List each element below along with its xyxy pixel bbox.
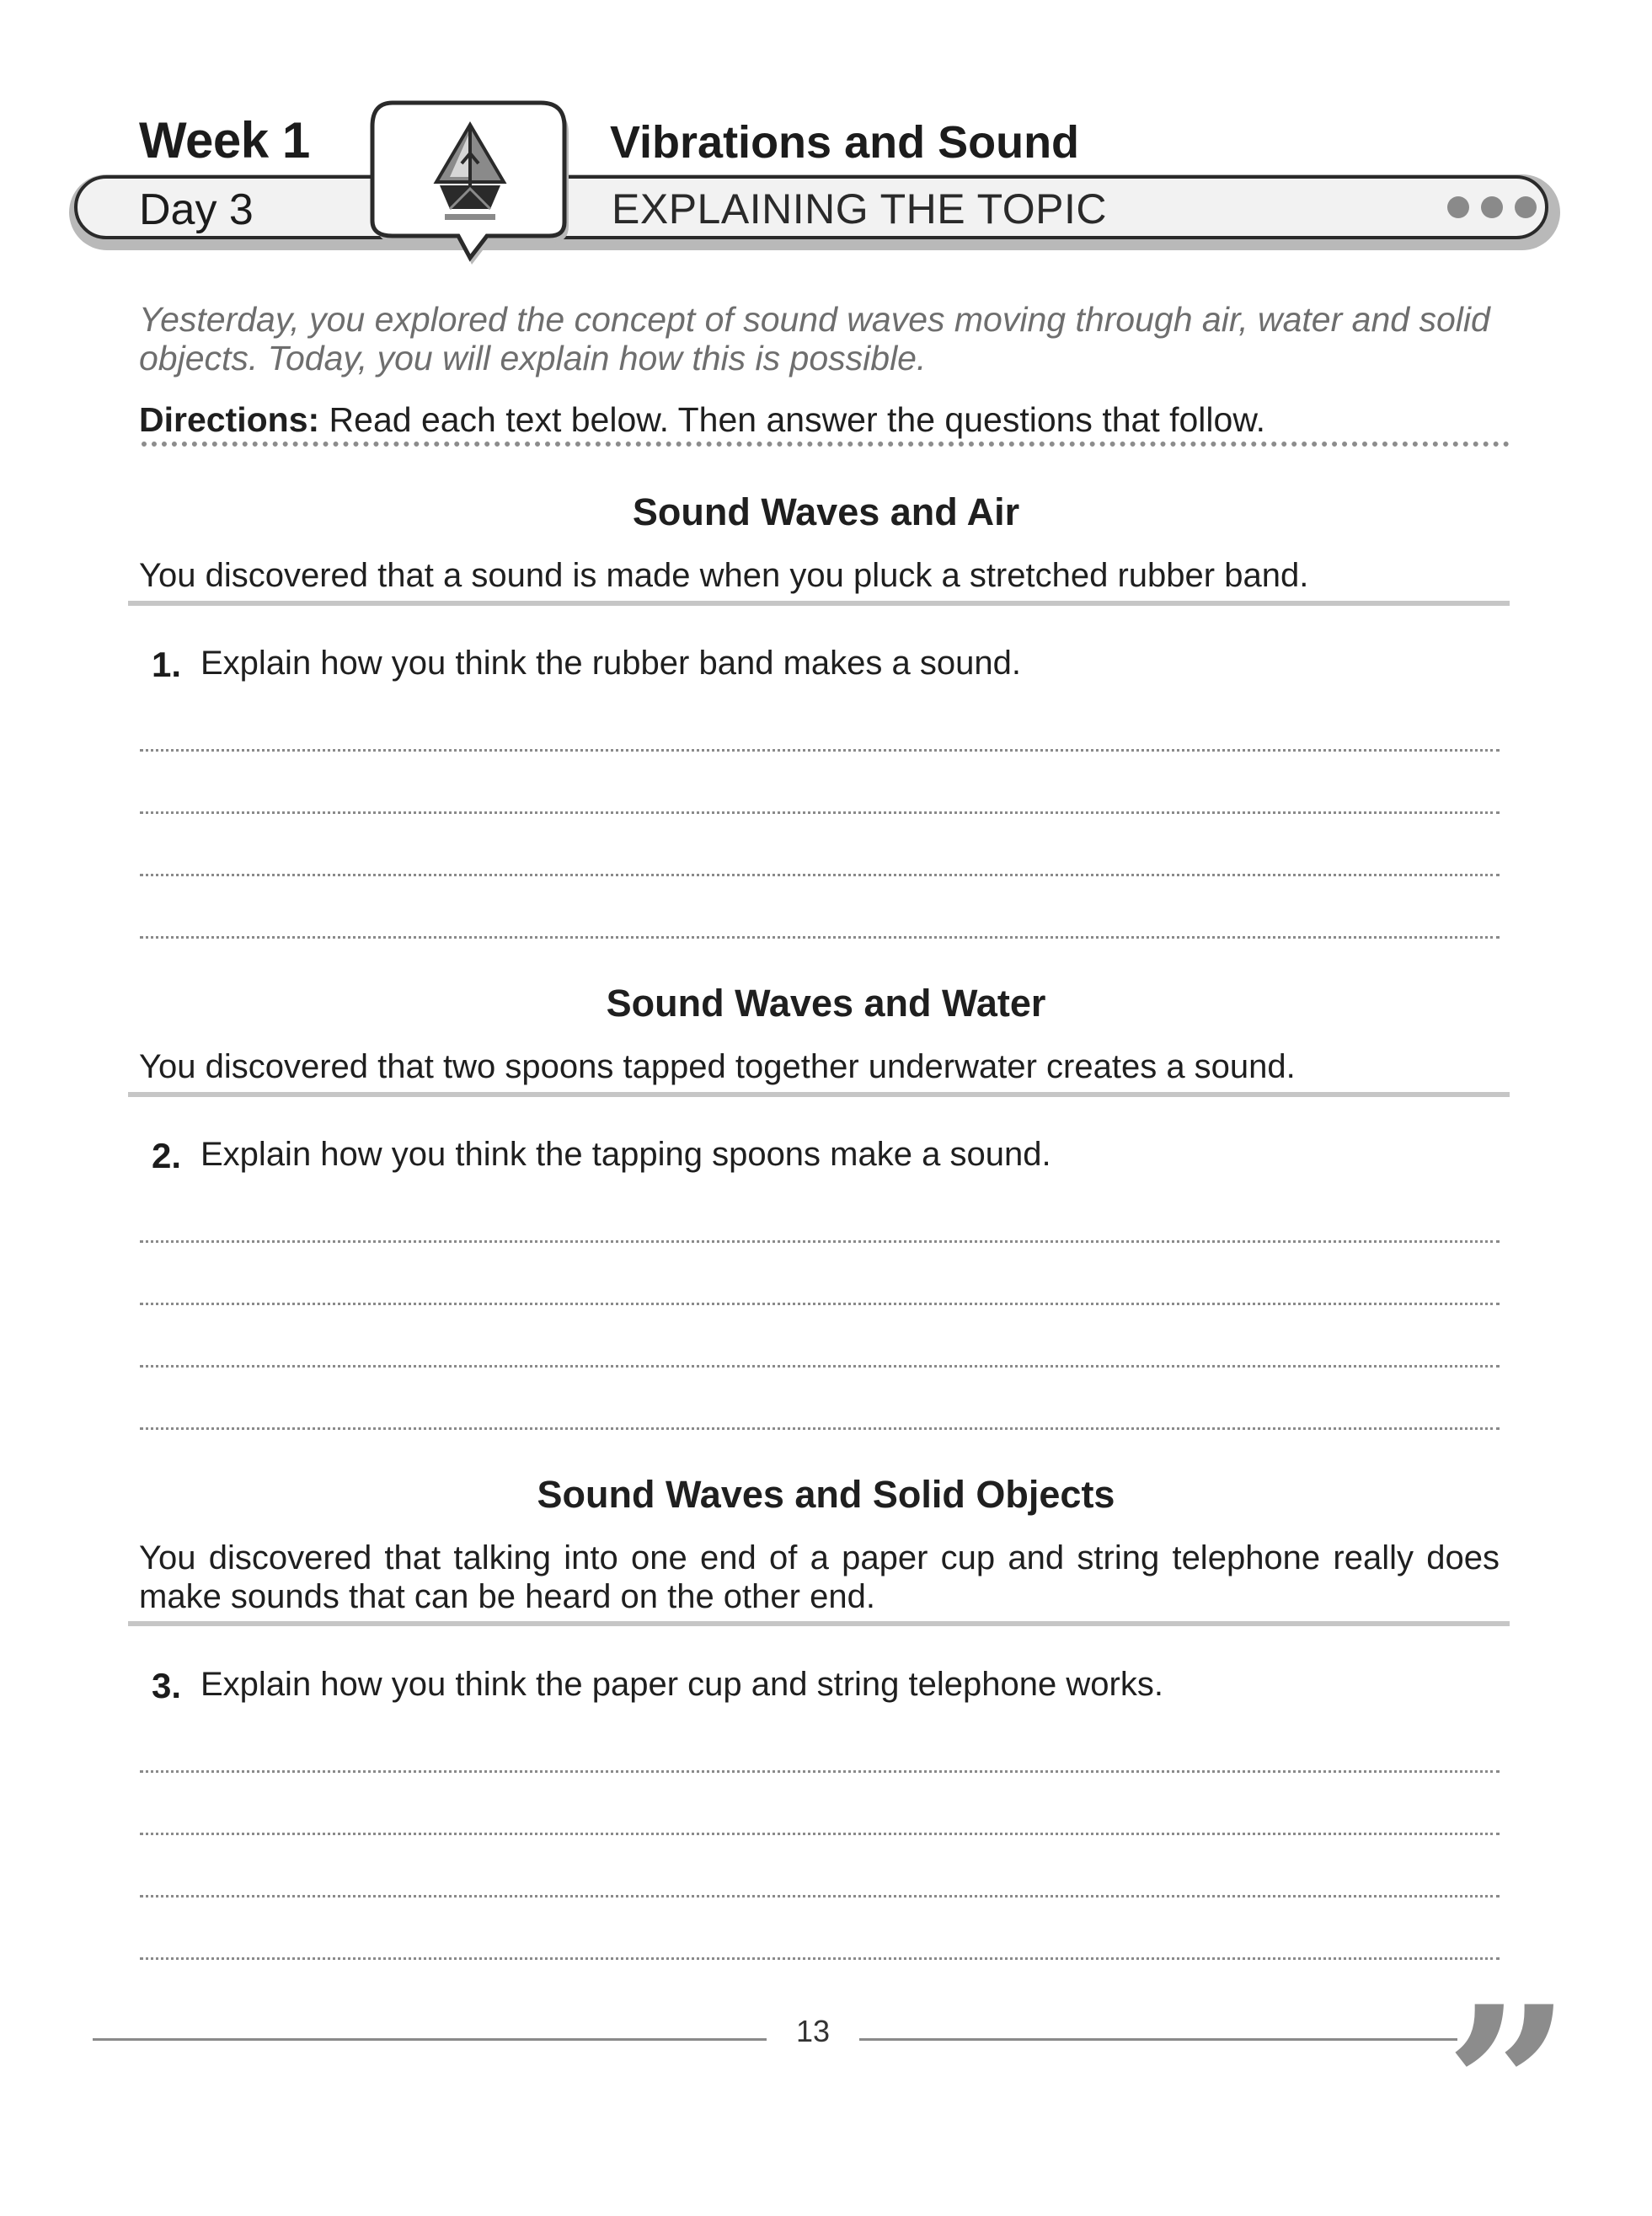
answer-line[interactable] [140, 1427, 1500, 1430]
dotted-divider [142, 442, 1510, 447]
section-text: You discovered that talking into one end of a paper cup and string telephone really does make sounds that can be heard on the other end. [139, 1539, 1500, 1615]
question-text: Explain how you think the rubber band makes a sound. [200, 645, 1021, 682]
answer-line[interactable] [140, 1303, 1500, 1305]
question-number: 2. [152, 1136, 182, 1175]
section-divider [128, 1092, 1510, 1097]
question-text: Explain how you think the paper cup and string telephone works. [200, 1666, 1163, 1703]
answer-line[interactable] [140, 811, 1500, 814]
section-title: Sound Waves and Air [632, 490, 1020, 533]
question-text: Explain how you think the tapping spoons make a sound. [200, 1136, 1051, 1173]
speech-bubble [362, 99, 581, 268]
question-number: 1. [152, 645, 182, 684]
page-title: Vibrations and Sound [610, 117, 1080, 168]
section-title: Sound Waves and Water [606, 982, 1046, 1025]
answer-line[interactable] [140, 936, 1500, 939]
quote-mark-icon: ” [1445, 1959, 1571, 2216]
directions-label: Directions: [139, 400, 320, 439]
directions-text: Read each text below. Then answer the questions that follow. [319, 400, 1266, 439]
week-label: Week 1 [139, 112, 310, 169]
answer-line[interactable] [140, 749, 1500, 752]
answer-line[interactable] [140, 1895, 1500, 1898]
day-label: Day 3 [139, 185, 254, 234]
dots-icon [1447, 196, 1537, 218]
answer-line[interactable] [140, 874, 1500, 876]
section-text: You discovered that two spoons tapped together underwater creates a sound. [139, 1048, 1296, 1085]
section-subtitle: EXPLAINING THE TOPIC [612, 185, 1107, 233]
section-divider [128, 601, 1510, 606]
directions [139, 400, 1512, 440]
page-number: 13 [796, 2014, 831, 2048]
answer-line[interactable] [140, 1957, 1500, 1960]
answer-line[interactable] [140, 1365, 1500, 1368]
section-title: Sound Waves and Solid Objects [537, 1473, 1115, 1516]
intro-text: Yesterday, you explored the concept of sound waves moving through air, water and solid objects. Today, you will explain how this is possible. [139, 300, 1490, 377]
answer-line[interactable] [140, 1240, 1500, 1243]
answer-line[interactable] [140, 1833, 1500, 1835]
footer-rule-right [859, 2038, 1457, 2041]
section-text: You discovered that a sound is made when you pluck a stretched rubber band. [139, 557, 1309, 594]
question-number: 3. [152, 1666, 182, 1705]
section-divider [128, 1621, 1510, 1626]
footer-rule-left [93, 2038, 767, 2041]
answer-line[interactable] [140, 1770, 1500, 1773]
